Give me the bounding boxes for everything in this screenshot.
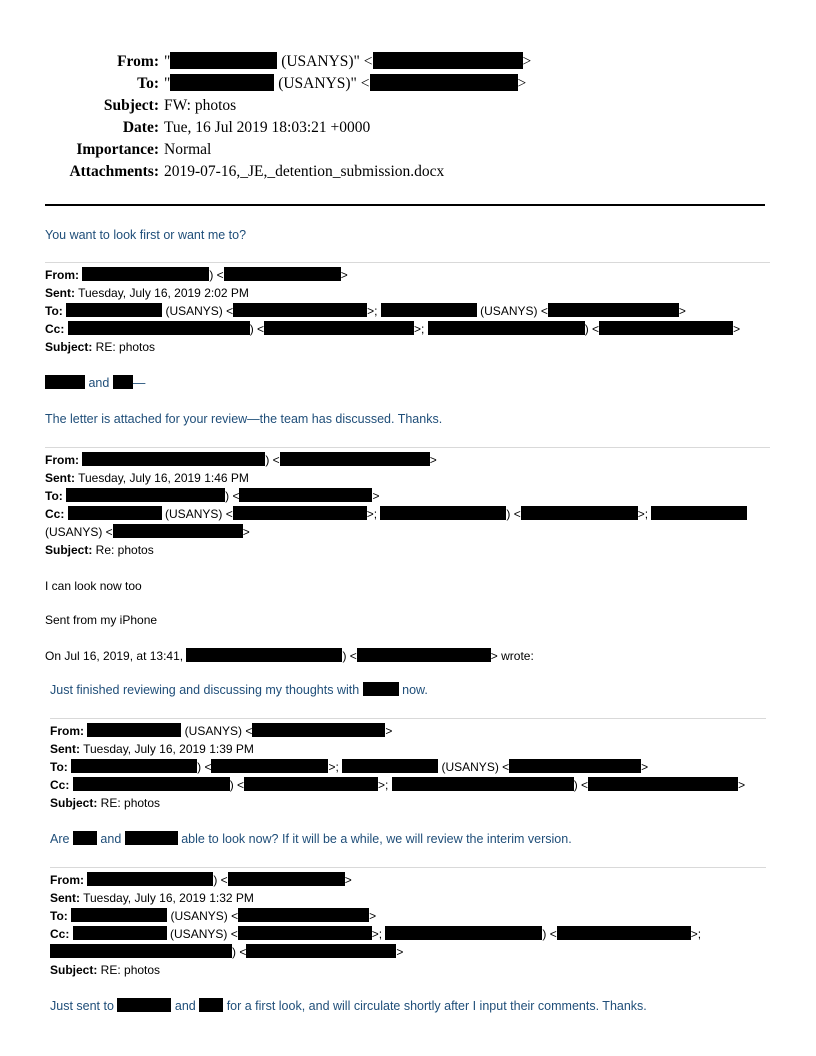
redaction-block bbox=[588, 777, 738, 791]
redaction-block bbox=[357, 648, 491, 662]
msg1-cc-line: Cc: ) < >; ) < > bbox=[45, 322, 741, 336]
message-separator bbox=[45, 447, 770, 448]
redaction-block bbox=[170, 52, 277, 69]
redaction-block bbox=[113, 524, 243, 538]
redaction-block bbox=[548, 303, 679, 317]
msg2-quote-attribution: On Jul 16, 2019, at 13:41, ) < > wrote: bbox=[45, 649, 534, 663]
angle-close: > bbox=[517, 75, 527, 92]
redaction-block bbox=[228, 872, 345, 886]
redaction-block bbox=[238, 926, 372, 940]
redaction-block bbox=[363, 682, 399, 696]
msg4-cc-line: Cc: (USANYS) < >; ) < >; bbox=[50, 927, 702, 941]
msg4-sent-line: Sent: Tuesday, July 16, 2019 1:32 PM bbox=[50, 891, 254, 905]
msg2-cc-line: Cc: (USANYS) < >; ) < >; bbox=[45, 505, 747, 523]
msg2-body-1: I can look now too bbox=[45, 579, 142, 593]
quote-mark: " bbox=[164, 53, 171, 70]
redaction-block bbox=[73, 926, 167, 940]
msg1-from-line: From: ) < > bbox=[45, 268, 348, 282]
message-separator bbox=[45, 262, 770, 263]
msg2-from-line: From: ) < > bbox=[45, 453, 437, 467]
msg1-sent-line: Sent: Tuesday, July 16, 2019 2:02 PM bbox=[45, 286, 249, 300]
msg1-subject-line: Subject: RE: photos bbox=[45, 340, 156, 354]
redaction-block bbox=[428, 321, 585, 335]
redaction-block bbox=[509, 759, 641, 773]
redaction-block bbox=[186, 648, 342, 662]
redaction-block bbox=[66, 488, 225, 502]
header-attachment-filename: 2019-07-16,_JE,_detention_submission.docx bbox=[164, 163, 445, 180]
redaction-block bbox=[233, 303, 367, 317]
message-separator bbox=[50, 718, 766, 719]
redaction-block bbox=[381, 303, 477, 317]
header-importance-value: Normal bbox=[164, 141, 212, 158]
redaction-block bbox=[113, 375, 133, 389]
redaction-block bbox=[66, 303, 162, 317]
msg3-from-line: From: (USANYS) < > bbox=[50, 724, 393, 738]
redaction-block bbox=[170, 74, 274, 91]
redaction-block bbox=[71, 908, 167, 922]
redaction-block bbox=[73, 777, 230, 791]
header-date-label: Date: bbox=[122, 119, 159, 136]
msg1-body: The letter is attached for your review—the team has discussed. Thanks. bbox=[45, 412, 443, 426]
message-separator bbox=[50, 867, 766, 868]
redaction-block bbox=[342, 759, 438, 773]
redaction-block bbox=[373, 52, 523, 69]
msg2-cc-continuation: (USANYS) < > bbox=[45, 525, 250, 539]
redaction-block bbox=[599, 321, 733, 335]
header-importance-label: Importance: bbox=[76, 141, 159, 158]
redaction-block bbox=[82, 452, 265, 466]
header-divider bbox=[45, 204, 765, 206]
header-date-value: Tue, 16 Jul 2019 18:03:21 +0000 bbox=[164, 119, 371, 136]
redaction-block bbox=[380, 506, 506, 520]
redaction-block bbox=[117, 998, 171, 1012]
redaction-block bbox=[651, 506, 747, 520]
header-subject-value: FW: photos bbox=[164, 97, 237, 114]
redaction-block bbox=[68, 321, 250, 335]
redaction-block bbox=[238, 908, 369, 922]
redaction-block bbox=[224, 267, 341, 281]
msg4-cc-continuation: ) < > bbox=[50, 943, 403, 961]
redaction-block bbox=[50, 944, 232, 958]
redaction-block bbox=[521, 506, 638, 520]
header-from-org: (USANYS)" < bbox=[277, 53, 373, 70]
redaction-block bbox=[280, 452, 430, 466]
msg2-sent-line: Sent: Tuesday, July 16, 2019 1:46 PM bbox=[45, 471, 249, 485]
redaction-block bbox=[385, 926, 542, 940]
header-attachments-label: Attachments: bbox=[69, 163, 159, 180]
header-subject-label: Subject: bbox=[103, 97, 159, 114]
msg2-to-line: To: ) < > bbox=[45, 489, 380, 503]
msg4-subject-line: Subject: RE: photos bbox=[50, 963, 161, 977]
msg2-quoted-reply: Just finished reviewing and discussing my thoughts with now. bbox=[50, 683, 428, 697]
header-to-label: To: bbox=[137, 75, 159, 92]
redaction-block bbox=[45, 375, 85, 389]
message-body: You want to look first or want me to? bbox=[45, 228, 247, 242]
redaction-block bbox=[233, 506, 367, 520]
redaction-block bbox=[73, 831, 97, 845]
redaction-block bbox=[264, 321, 414, 335]
msg2-subject-line: Subject: Re: photos bbox=[45, 543, 154, 557]
redaction-block bbox=[125, 831, 178, 845]
redaction-block bbox=[392, 777, 574, 791]
header-from-label: From: bbox=[117, 53, 159, 70]
redaction-block bbox=[557, 926, 691, 940]
redaction-block bbox=[199, 998, 223, 1012]
msg4-from-line: From: ) < > bbox=[50, 873, 352, 887]
msg1-to-line: To: (USANYS) < >; (USANYS) < > bbox=[45, 304, 686, 318]
msg1-greeting: and — bbox=[45, 374, 145, 392]
msg3-subject-line: Subject: RE: photos bbox=[50, 796, 161, 810]
header-to-org: (USANYS)" < bbox=[274, 75, 370, 92]
redaction-block bbox=[68, 506, 162, 520]
redaction-block bbox=[82, 267, 209, 281]
redaction-block bbox=[71, 759, 197, 773]
msg3-to-line: To: ) < >; (USANYS) < > bbox=[50, 760, 649, 774]
msg4-body: Just sent to and for a first look, and will circulate shortly after I input their comments. Thanks. bbox=[50, 999, 647, 1013]
msg4-to-line: To: (USANYS) < > bbox=[50, 909, 377, 923]
msg3-body: Are and able to look now? If it will be a while, we will review the interim version. bbox=[50, 832, 572, 846]
redaction-block bbox=[244, 777, 378, 791]
redaction-block bbox=[252, 723, 385, 737]
redaction-block bbox=[87, 723, 181, 737]
msg3-cc-line: Cc: ) < >; ) < > bbox=[50, 778, 746, 792]
angle-close: > bbox=[522, 53, 532, 70]
redaction-block bbox=[370, 74, 518, 91]
redaction-block bbox=[246, 944, 396, 958]
quote-mark: " bbox=[164, 75, 171, 92]
redaction-block bbox=[211, 759, 328, 773]
msg2-body-signature: Sent from my iPhone bbox=[45, 613, 158, 627]
redaction-block bbox=[87, 872, 213, 886]
redaction-block bbox=[239, 488, 372, 502]
msg3-sent-line: Sent: Tuesday, July 16, 2019 1:39 PM bbox=[50, 742, 254, 756]
